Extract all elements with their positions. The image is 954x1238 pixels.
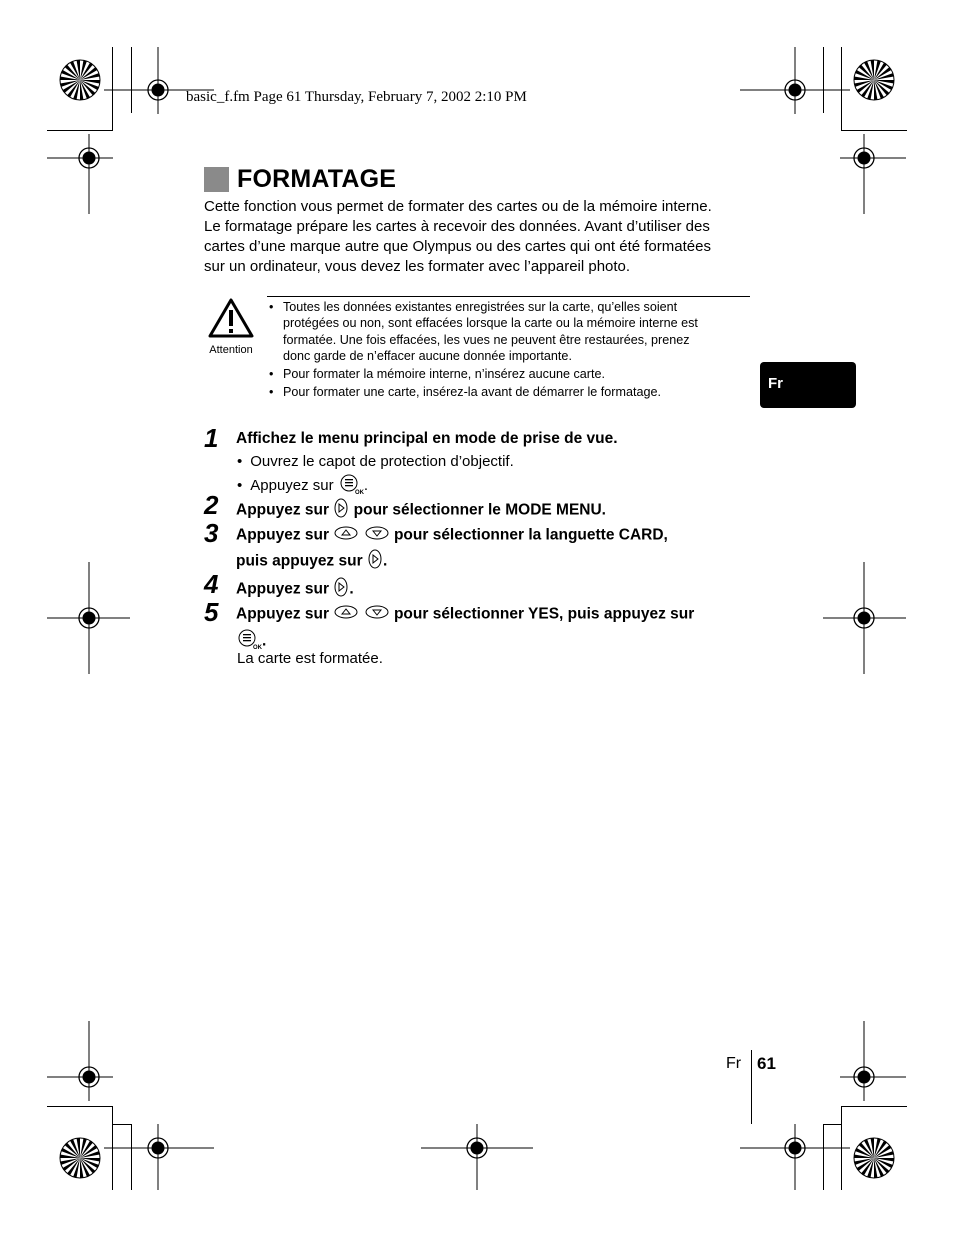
- note-line: Pour formater la mémoire interne, n’insérez aucune carte.: [283, 367, 605, 382]
- step-number: 1: [204, 423, 219, 453]
- bullet: •: [269, 367, 274, 382]
- step-text: .: [262, 632, 267, 650]
- svg-text:OK: OK: [253, 645, 262, 650]
- step-text: pour sélectionner YES, puis appuyez sur: [393, 605, 695, 623]
- intro-line: cartes d’une marque autre que Olympus ou des cartes qui ont été formatées: [204, 238, 711, 255]
- intro-paragraph: [204, 197, 764, 277]
- svg-text:OK: OK: [354, 490, 364, 495]
- bullet: •: [237, 476, 243, 494]
- step-text: puis appuyez sur: [236, 552, 363, 570]
- starburst-ray: [65, 65, 80, 80]
- note-line: Toutes les données existantes enregistrées sur la carte, qu’elles soient: [283, 300, 678, 314]
- intro-line: Cette fonction vous permet de formater des cartes ou de la mémoire interne.: [204, 198, 712, 215]
- step-text: Appuyez sur: [236, 526, 330, 544]
- step-text: Appuyez sur: [236, 501, 330, 519]
- list-item: [237, 473, 368, 499]
- step-number: 4: [204, 569, 219, 599]
- ok-menu-button-icon: [338, 473, 364, 499]
- note-line: Pour formater une carte, insérez-la avant de démarrer le formatage.: [283, 385, 661, 400]
- arrow-right-button-icon: [367, 548, 383, 575]
- step-text: .: [382, 552, 388, 570]
- note-line: protégées ou non, sont effacées lorsque la carte ou la mémoire interne est: [283, 316, 698, 331]
- arrow-down-button-icon: [364, 604, 390, 625]
- step-number: 5: [204, 597, 219, 627]
- sub-step-text: Appuyez sur: [250, 476, 334, 494]
- step-text: Affichez le menu principal en mode de prise de vue.: [236, 430, 618, 447]
- arrow-right-button-icon: [333, 497, 349, 524]
- starburst-ray: [65, 1143, 80, 1158]
- starburst-ray: [859, 1143, 874, 1158]
- starburst-ray: [80, 80, 95, 95]
- heading-square-icon: [204, 167, 229, 192]
- list-item: [267, 299, 750, 364]
- bullet: •: [269, 300, 274, 314]
- step-text: pour sélectionner le MODE MENU.: [353, 501, 606, 519]
- attention-notes: [267, 296, 750, 403]
- file-info-header: basic_f.fm Page 61 Thursday, February 7, 2002 2:10 PM: [186, 89, 527, 105]
- page-title: FORMATAGE: [237, 165, 397, 193]
- arrow-right-button-icon: [333, 576, 349, 603]
- starburst-target-top-left: [59, 59, 101, 101]
- step-text: .: [349, 580, 354, 598]
- starburst-ray: [874, 1158, 889, 1173]
- note-line: formatée. Une fois effacées, les vues ne peuvent être restaurées, prenez: [283, 332, 690, 347]
- starburst-ray: [859, 65, 874, 80]
- step-text: Appuyez sur: [236, 605, 330, 623]
- list-item: [237, 453, 514, 470]
- step-result: La carte est formatée.: [237, 650, 383, 667]
- step-number: 2: [204, 490, 219, 520]
- step-number: 3: [204, 518, 219, 548]
- bullet: •: [237, 453, 243, 470]
- section-heading: [204, 165, 396, 194]
- list-item: [267, 384, 750, 400]
- list-item: [267, 366, 750, 382]
- intro-line: Le formatage prépare les cartes à recevoir des données. Avant d’utiliser des: [204, 218, 710, 235]
- starburst-target-bottom-right: [853, 1137, 895, 1179]
- page-number: 61: [757, 1054, 776, 1073]
- starburst-ray: [80, 1158, 95, 1173]
- arrow-down-button-icon: [364, 525, 390, 546]
- arrow-up-button-icon: [333, 525, 359, 546]
- language-tab: [760, 362, 856, 408]
- attention-block-icon: [204, 298, 258, 356]
- warning-triangle-icon: [208, 298, 254, 338]
- intro-line: sur un ordinateur, vous devez les formater avec l’appareil photo.: [204, 258, 631, 275]
- note-line: donc garde de n’effacer aucune donnée importante.: [283, 348, 572, 363]
- starburst-target-bottom-left: [59, 1137, 101, 1179]
- starburst-target-top-right: [853, 59, 895, 101]
- sub-step-end: .: [363, 476, 368, 494]
- folio-language: Fr: [726, 1055, 742, 1072]
- bullet: •: [269, 385, 274, 400]
- step-text: Appuyez sur: [236, 580, 330, 598]
- sub-step-text: Ouvrez le capot de protection d’objectif.: [250, 453, 514, 470]
- starburst-ray: [874, 80, 889, 95]
- arrow-up-button-icon: [333, 604, 359, 625]
- step-text: pour sélectionner la languette CARD,: [393, 526, 668, 544]
- attention-label: Attention: [209, 344, 253, 356]
- folio-divider: [751, 1050, 752, 1124]
- language-tab-label: Fr: [768, 375, 783, 392]
